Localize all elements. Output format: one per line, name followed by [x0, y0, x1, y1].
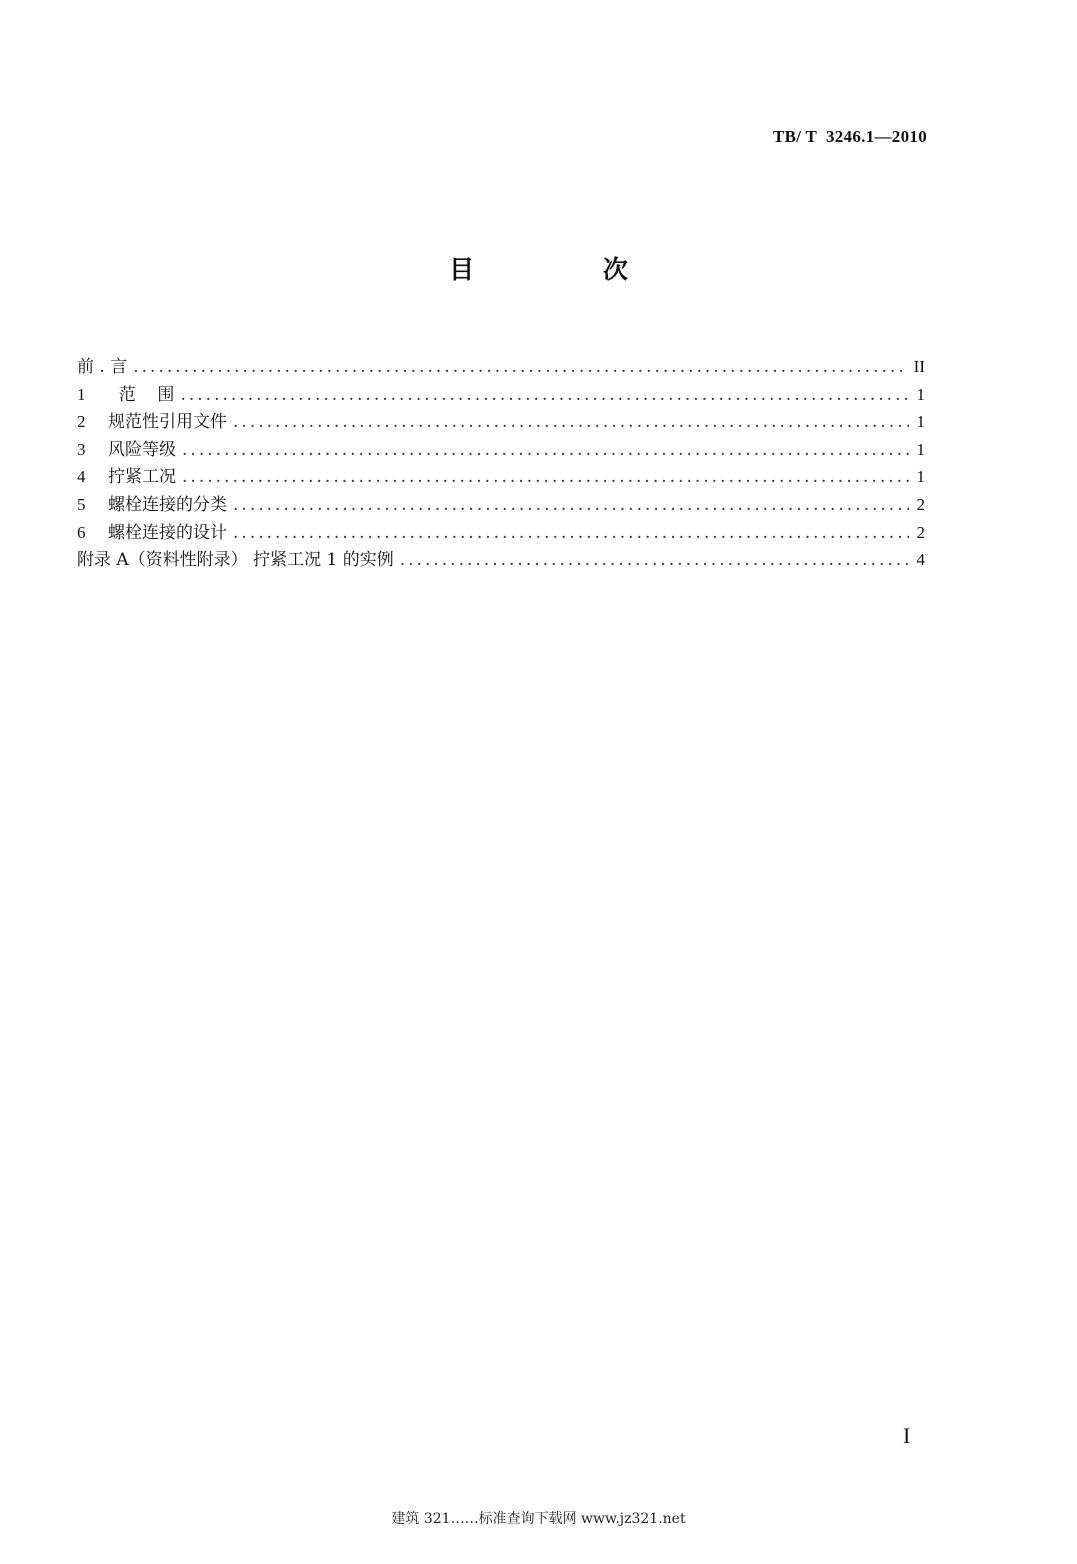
toc-entry-label: 拧紧工况	[108, 467, 176, 488]
page-number: I	[903, 1423, 911, 1448]
toc-entry-bolt-design[interactable]	[77, 518, 925, 546]
toc-entry-label: 风险等级	[108, 439, 176, 460]
toc-leader-dots	[400, 550, 909, 570]
toc-entry-number: 5	[77, 494, 86, 514]
toc-entry-page: 1	[916, 412, 925, 432]
toc-entry-label: 规范性引用文件	[108, 412, 227, 433]
toc-entry-number: 4	[77, 467, 86, 487]
toc-entry-appendix-a[interactable]	[77, 545, 925, 573]
toc-entry-page: 1	[916, 439, 925, 459]
toc-entry-page: 4	[916, 550, 925, 570]
toc-entry-number: 1	[77, 384, 86, 404]
toc-entry-label: 螺栓连接的分类	[108, 494, 227, 515]
toc-entry-number: 6	[77, 522, 86, 542]
toc-leader-dots	[180, 385, 909, 405]
toc-entry-label: 范 围	[108, 384, 175, 405]
toc-entry-page: 1	[916, 384, 925, 404]
toc-leader-dots	[233, 412, 909, 432]
toc-entry-number: 2	[77, 412, 86, 432]
toc-entry-tightening-conditions[interactable]	[77, 462, 925, 490]
toc-entry-bolt-classification[interactable]	[77, 490, 925, 518]
toc-entry-page: II	[913, 357, 925, 376]
toc-leader-dots	[233, 523, 909, 543]
toc-leader-dots	[233, 495, 909, 515]
toc-leader-dots	[182, 467, 909, 487]
page-title: 目 次	[449, 255, 688, 284]
table-of-contents	[77, 352, 925, 573]
toc-entry-scope[interactable]	[77, 380, 925, 408]
toc-leader-dots	[182, 440, 909, 460]
toc-entry-page: 2	[916, 494, 925, 514]
standard-code: TB/ T 3246.1—2010	[772, 127, 927, 146]
toc-entry-risk-levels[interactable]	[77, 435, 925, 463]
toc-entry-page: 1	[916, 467, 925, 487]
toc-entry-page: 2	[916, 522, 925, 542]
footer-watermark: 建筑 321……标准查询下载网 www.jz321.net	[391, 1511, 686, 1527]
toc-entry-foreword[interactable]	[77, 352, 925, 380]
toc-leader-dots	[133, 357, 907, 377]
toc-entry-number: 3	[77, 439, 86, 459]
toc-entry-label: 附录 A（资料性附录） 拧紧工况 1 的实例	[77, 550, 394, 571]
toc-entry-label: 前 . 言	[77, 357, 128, 377]
toc-entry-normative-references[interactable]	[77, 407, 925, 435]
toc-entry-label: 螺栓连接的设计	[108, 522, 227, 543]
